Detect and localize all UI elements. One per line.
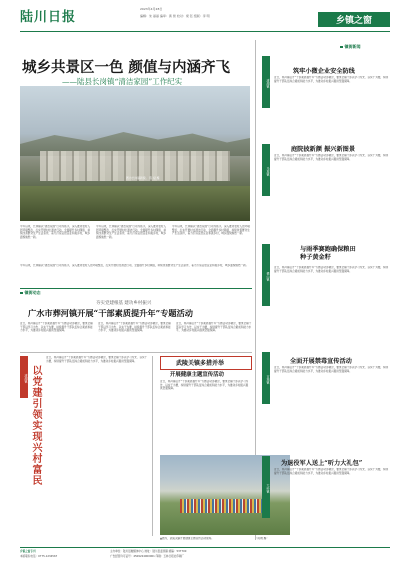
right-item-4-body: 近日，葬河镇召开“干部素质提升年”专题活动部署会，要求全镇干部以学习为先、以实干为要，持续提升干部队伍综合素质和能力水平，为推动乡村振兴提供坚强保障。 (274, 366, 389, 373)
lower-divider (152, 356, 153, 536)
right-item-5-body: 近日，葬河镇召开“干部素质提升年”专题活动部署会，要求全镇干部以学习为先、以实干为要，持续提升干部队伍综合素质和能力水平，为推动乡村振兴提供坚强保障。 (274, 468, 389, 475)
mid-headline: 广水市葬河镇开展“干部素质提升年”专题活动 (28, 308, 193, 318)
mid-body-col-1: 近日，葬河镇召开“干部素质提升年”专题活动部署会，要求全镇干部以学习为先、以实干为要，持续提升干部队伍综合素质和能力水平，为推动乡村振兴提供坚强保障。 (20, 322, 93, 332)
editor-credits: 编辑：朱 丽丽 编审：黄 智 校对：梁 钰 组版：李 明 (140, 14, 210, 18)
lower-left-body: 近日，葬河镇召开“干部素质提升年”专题活动部署会，要求全镇干部以学习为先、以实干为要，持续提升干部队伍综合素质和能力水平，为推动乡村振兴提供坚强保障。 (46, 356, 148, 363)
lower-mid-body: 近日，葬河镇召开“干部素质提升年”专题活动部署会，要求全镇干部以学习为先、以实干为要，持续提升干部队伍综合素质和能力水平，为推动乡村振兴提供坚强保障。 (160, 380, 249, 390)
right-item-3-body: 近日，葬河镇召开“干部素质提升年”专题活动部署会，要求全镇干部以学习为先、以实干为要，持续提升干部队伍综合素质和能力水平，为推动乡村振兴提供坚强保障。 (274, 266, 389, 273)
photo-crowd (180, 499, 270, 513)
right-item-4-headline: 全面开展禁毒宣传活动 (290, 358, 352, 365)
right-item-5-headline: 为退役军人送上“听力大礼包” (281, 460, 363, 467)
hero-body-col-1: 今年以来，长岗镇以“清洁家园”行动为抓手，深入推进农村人居环境整治，扎实开展村庄清洁行动，全面提升乡村颜值，持续改善群众生产生活条件，着力打造宜居宜业和美乡村，城乡面貌焕然一新。 (20, 225, 91, 239)
right-item-3-tab: 横山镇 (262, 244, 270, 306)
footer-phone: 本版联系电话：0775-1234567 (20, 555, 58, 558)
lower-mid-photo-credit: （陈晓 摄） (255, 537, 269, 540)
footer-title: 乡镇之窗专刊 (20, 550, 36, 553)
right-item-5-tab: 大岭镇 (262, 456, 270, 518)
section-title: 乡镇之窗 (318, 12, 390, 27)
section-header-town-news: 镇街新闻 (340, 44, 361, 50)
footer-publisher: 主办单位：陆川县融媒体中心 地址：陆川县温泉镇 邮编：537700 (110, 550, 187, 553)
lower-left-tab: 清湖镇 (20, 356, 28, 398)
right-item-1-body: 近日，葬河镇召开“干部素质提升年”专题活动部署会，要求全镇干部以学习为先、以实干为要，持续提升干部队伍综合素质和能力水平，为推动乡村振兴提供坚强保障。 (274, 76, 389, 83)
mid-body-col-3: 近日，葬河镇召开“干部素质提升年”专题活动部署会，要求全镇干部以学习为先、以实干为要，持续提升干部队伍综合素质和能力水平，为推动乡村振兴提供坚强保障。 (176, 322, 252, 332)
mid-lower-divider (20, 352, 252, 353)
hero-subtitle: ——陆县长岗镇“清洁家园”工作纪实 (62, 77, 183, 86)
lower-mid-subhead: 开展健康主题宣传活动 (170, 372, 224, 378)
hero-photo (20, 86, 250, 221)
mid-kicker: 夯实党建根基 建功乡村振兴 (96, 301, 152, 306)
right-item-2-tab: 马坡镇 (262, 144, 270, 196)
footer-divider (20, 547, 390, 548)
right-item-1-headline: 筑牢小微企业安全防线 (293, 68, 355, 75)
hero-body-col-2: 今年以来，长岗镇以“清洁家园”行动为抓手，深入推进农村人居环境整治，扎实开展村庄清洁行动，全面提升乡村颜值，持续改善群众生产生活条件，着力打造宜居宜业和美乡村，城乡面貌焕然一新。 (96, 225, 167, 239)
hero-body-cont: 今年以来，长岗镇以“清洁家园”行动为抓手，深入推进农村人居环境整治，扎实开展村庄清洁行动，全面提升乡村颜值，持续改善群众生产生活条件，着力打造宜居宜业和美乡村，城乡面貌焕然一新。 (20, 264, 249, 267)
right-item-1-tab: 清湖镇 (262, 56, 270, 108)
right-item-2-body: 近日，葬河镇召开“干部素质提升年”专题活动部署会，要求全镇干部以学习为先、以实干为要，持续提升干部队伍综合素质和能力水平，为推动乡村振兴提供坚强保障。 (274, 154, 389, 161)
issue-date: 2023年4月28日 (140, 7, 163, 11)
right-item-4-tab: 古城镇 (262, 352, 270, 404)
farm-fields (20, 186, 250, 221)
lower-mid-headline: 武陵关镇多措并举 (176, 360, 225, 367)
lower-mid-photo-caption: ▲图为，武陵关镇开展健康主题宣传活动现场。 (160, 537, 214, 540)
header-divider (20, 31, 390, 32)
hero-body-col-3: 今年以来，长岗镇以“清洁家园”行动为抓手，深入推进农村人居环境整治，扎实开展村庄清洁行动，全面提升乡村颜值，持续改善群众生产生活条件，着力打造宜居宜业和美乡村，城乡面貌焕然一新。 (172, 225, 250, 235)
mid-body-col-2: 近日，葬河镇召开“干部素质提升年”专题活动部署会，要求全镇干部以学习为先、以实干为要，持续提升干部队伍综合素质和能力水平，为推动乡村振兴提供坚强保障。 (98, 322, 171, 332)
lower-mid-photo (160, 455, 290, 535)
section-header-town-dynamic: 镇街动态 (20, 290, 41, 296)
hero-title: 城乡共景区一色 颜值与内涵齐飞 (22, 59, 231, 76)
right-item-3-headline: 与雨季赛跑确保粮田种子黄金籽 (300, 246, 356, 261)
mid-divider (20, 288, 252, 289)
footer-license: 广告经营许可证号：4509224000001 印刷：玉林日报社印刷厂 (110, 555, 185, 558)
hero-photo-caption: 图为长岗镇新貌。 陈 斌 摄 (126, 176, 160, 180)
lower-left-vertical-title: 以党建引领实现兴村富民 (30, 365, 41, 486)
masthead-logo: 陆川日报 (20, 10, 77, 25)
right-item-2-headline: 庭院披新颜 振兴新图景 (291, 146, 356, 153)
